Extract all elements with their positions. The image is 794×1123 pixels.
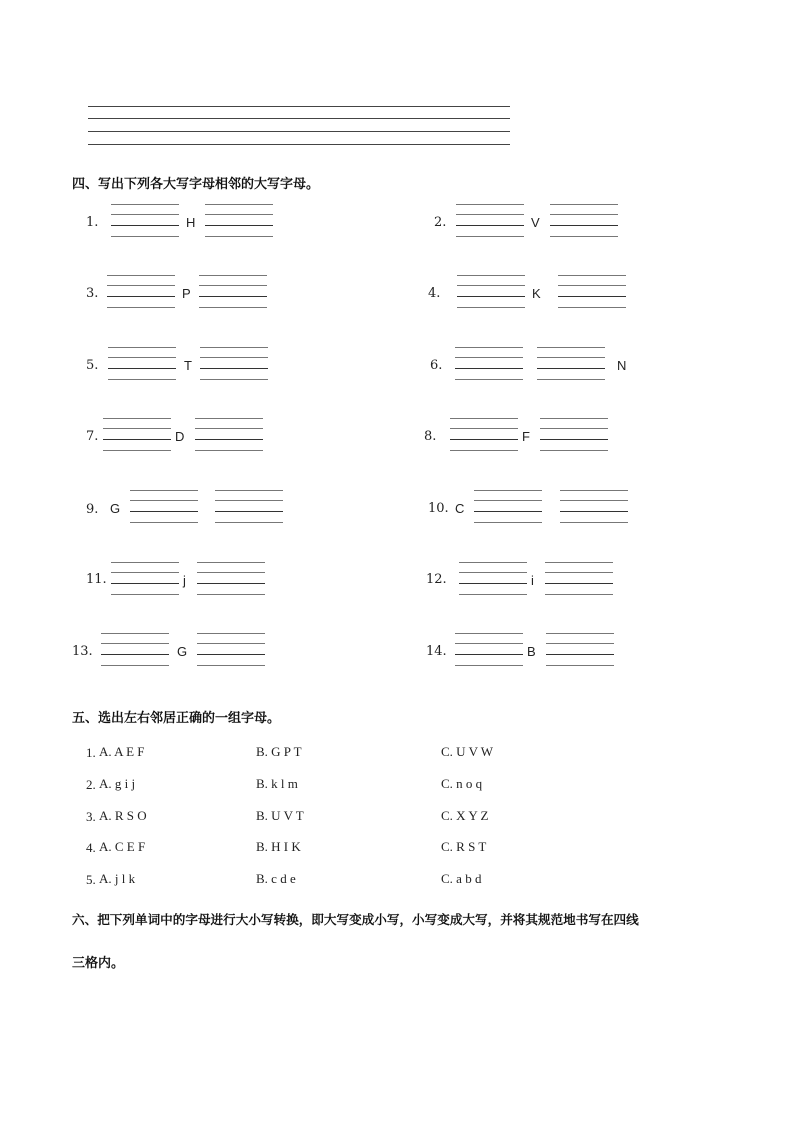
section-5-heading: 五、选出左右邻居正确的一组字母。	[72, 711, 281, 726]
section-6-heading-continued: 三格内。	[72, 956, 125, 971]
four-line-box[interactable]	[546, 633, 614, 665]
given-letter: N	[617, 358, 627, 373]
writing-line	[88, 131, 510, 132]
four-line-box[interactable]	[215, 490, 283, 522]
item-number: 4.	[428, 286, 441, 301]
option-b[interactable]: B. H I K	[256, 839, 301, 854]
option-a[interactable]: A. g i j	[99, 776, 136, 791]
given-letter: K	[532, 286, 541, 301]
four-line-box[interactable]	[455, 633, 523, 665]
writing-line	[88, 144, 510, 145]
item-number: 3.	[86, 286, 99, 301]
four-line-box[interactable]	[200, 347, 268, 379]
four-line-box[interactable]	[108, 347, 176, 379]
four-line-box[interactable]	[560, 490, 628, 522]
four-line-box[interactable]	[111, 562, 179, 594]
given-letter: B	[527, 644, 536, 659]
question-number: 2.	[86, 777, 96, 792]
four-line-box[interactable]	[474, 490, 542, 522]
option-c[interactable]: C. n o q	[441, 776, 483, 791]
item-number: 14.	[426, 644, 447, 659]
four-line-box[interactable]	[456, 204, 524, 236]
option-c[interactable]: C. U V W	[441, 744, 494, 759]
writing-line	[88, 106, 510, 107]
item-number: 6.	[430, 358, 443, 373]
item-number: 1.	[86, 215, 99, 230]
question-number: 1.	[86, 745, 96, 760]
four-line-box[interactable]	[199, 275, 267, 307]
four-line-box[interactable]	[205, 204, 273, 236]
four-line-box[interactable]	[197, 633, 265, 665]
given-letter: i	[531, 573, 534, 588]
four-line-box[interactable]	[457, 275, 525, 307]
option-a[interactable]: A. j l k	[99, 871, 136, 886]
given-letter: G	[177, 644, 188, 659]
item-number: 10.	[428, 501, 449, 516]
writing-line	[88, 118, 510, 119]
item-number: 2.	[434, 215, 447, 230]
question-number: 3.	[86, 809, 96, 824]
four-line-box[interactable]	[540, 418, 608, 450]
four-line-box[interactable]	[130, 490, 198, 522]
option-b[interactable]: B. c d e	[256, 871, 296, 886]
option-a[interactable]: A. R S O	[99, 808, 147, 823]
option-c[interactable]: C. X Y Z	[441, 808, 489, 823]
section-6-heading: 六、把下列单词中的字母进行大小写转换，即大写变成小写，小写变成大写，并将其规范地书写在四线	[72, 912, 639, 927]
given-letter: D	[175, 429, 185, 444]
given-letter: T	[184, 358, 192, 373]
given-letter: F	[522, 429, 530, 444]
item-number: 12.	[426, 572, 447, 587]
four-line-box[interactable]	[550, 204, 618, 236]
option-a[interactable]: A. A E F	[99, 744, 145, 759]
four-line-box[interactable]	[455, 347, 523, 379]
four-line-box[interactable]	[537, 347, 605, 379]
four-line-box[interactable]	[459, 562, 527, 594]
item-number: 7.	[86, 429, 99, 444]
given-letter: H	[186, 215, 196, 230]
option-b[interactable]: B. k l m	[256, 776, 298, 791]
given-letter: j	[183, 573, 186, 588]
given-letter: C	[455, 501, 465, 516]
four-line-box[interactable]	[107, 275, 175, 307]
option-b[interactable]: B. G P T	[256, 744, 302, 759]
item-number: 8.	[424, 429, 437, 444]
four-line-box[interactable]	[111, 204, 179, 236]
given-letter: V	[531, 215, 540, 230]
item-number: 13.	[72, 644, 93, 659]
item-number: 5.	[86, 358, 99, 373]
option-b[interactable]: B. U V T	[256, 808, 304, 823]
four-line-box[interactable]	[101, 633, 169, 665]
four-line-box[interactable]	[450, 418, 518, 450]
given-letter: G	[110, 501, 121, 516]
option-a[interactable]: A. C E F	[99, 839, 146, 854]
four-line-box[interactable]	[558, 275, 626, 307]
given-letter: P	[182, 286, 191, 301]
question-number: 4.	[86, 840, 96, 855]
item-number: 9.	[86, 502, 99, 517]
four-line-box[interactable]	[545, 562, 613, 594]
option-c[interactable]: C. a b d	[441, 871, 482, 886]
section-4-heading: 四、写出下列各大写字母相邻的大写字母。	[72, 177, 320, 192]
four-line-box[interactable]	[197, 562, 265, 594]
four-line-box[interactable]	[195, 418, 263, 450]
option-c[interactable]: C. R S T	[441, 839, 487, 854]
four-line-box[interactable]	[103, 418, 171, 450]
question-number: 5.	[86, 872, 96, 887]
item-number: 11.	[86, 572, 107, 587]
